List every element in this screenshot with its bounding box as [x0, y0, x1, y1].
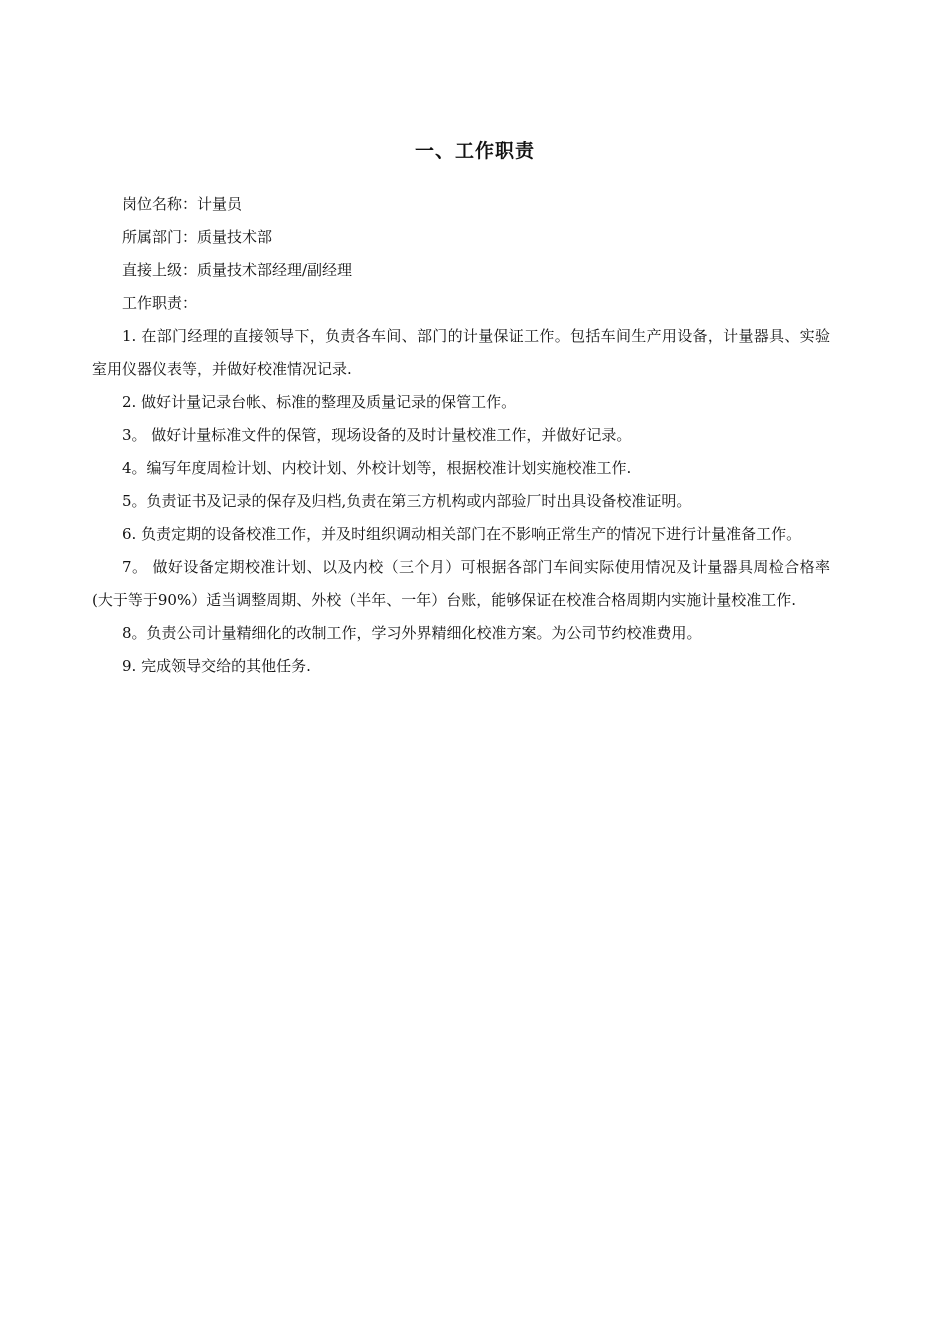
department-field: 所属部门：质量技术部 — [122, 228, 273, 246]
duty-item-9: 9. 完成领导交给的其他任务. — [122, 657, 311, 675]
direct-superior-field: 直接上级：质量技术部经理/副经理 — [122, 261, 353, 279]
duties-heading: 工作职责： — [122, 294, 198, 312]
duty-item-7: 7。 做好设备定期校准计划、以及内校（三个月）可根据各部门车间实际使用情况及计量器具周检合格率(大于等于90%）适当调整周期、外校（半年、一年）台账，能够保证在校准合格周期内实施计量校准工作. — [92, 558, 830, 609]
duty-item-6: 6. 负责定期的设备校准工作，并及时组织调动相关部门在不影响正常生产的情况下进行计量准备工作。 — [122, 525, 802, 543]
duty-item-2: 2. 做好计量记录台帐、标准的整理及质量记录的保管工作。 — [122, 393, 517, 411]
document-body — [92, 188, 830, 683]
duty-item-3: 3。 做好计量标准文件的保管，现场设备的及时计量校准工作，并做好记录。 — [122, 426, 632, 444]
duty-item-1: 1. 在部门经理的直接领导下，负责各车间、部门的计量保证工作。包括车间生产用设备，计量器具、实验室用仪器仪表等，并做好校准情况记录. — [92, 327, 830, 378]
duty-item-4: 4。编写年度周检计划、内校计划、外校计划等，根据校准计划实施校准工作. — [122, 459, 632, 477]
position-name-field: 岗位名称：计量员 — [122, 195, 243, 213]
duty-item-8: 8。负责公司计量精细化的改制工作，学习外界精细化校准方案。为公司节约校准费用。 — [122, 624, 702, 642]
document-title: 一、工作职责 — [414, 140, 535, 162]
duty-item-5: 5。负责证书及记录的保存及归档,负责在第三方机构或内部验厂时出具设备校准证明。 — [122, 492, 692, 510]
